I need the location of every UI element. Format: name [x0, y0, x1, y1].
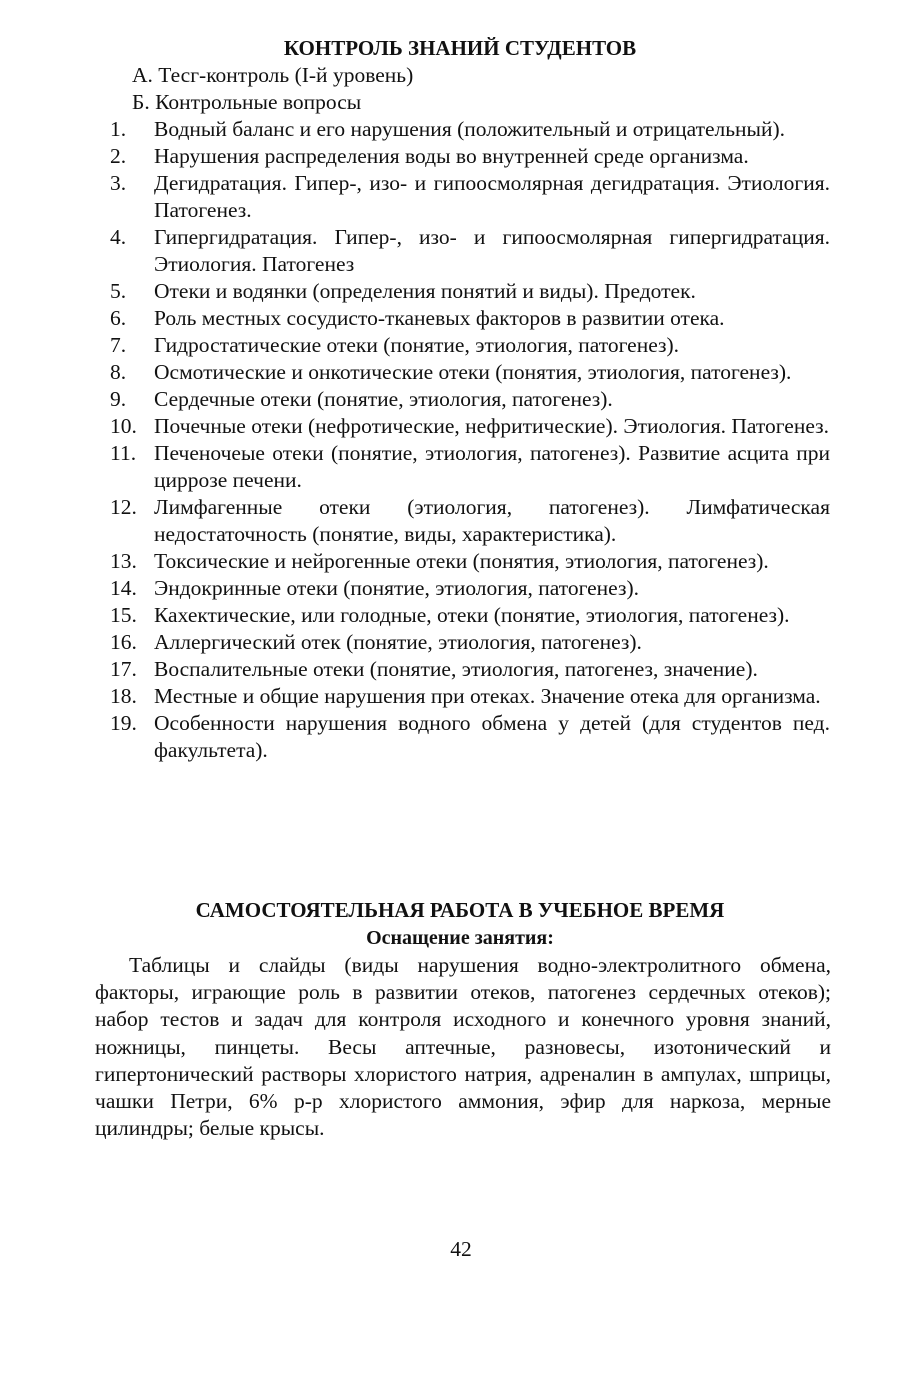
question-item: [108, 116, 830, 143]
question-number: 16.: [110, 630, 137, 654]
question-item: [108, 413, 830, 440]
question-text: Аллергический отек (понятие, этиология, патогенез).: [154, 630, 642, 654]
question-text: Особенности нарушения водного обмена у детей (для студентов пед. факультета).: [154, 711, 830, 762]
question-item: [108, 305, 830, 332]
question-text: Токсические и нейрогенные отеки (понятия, этиология, патогенез).: [154, 549, 769, 573]
question-number: 8.: [110, 360, 127, 384]
question-text: Местные и общие нарушения при отеках. Значение отека для организма.: [154, 684, 821, 708]
question-number: 10.: [110, 414, 137, 438]
question-item: [108, 386, 830, 413]
question-number: 3.: [110, 171, 127, 195]
question-list: [108, 116, 830, 764]
question-text: Роль местных сосудисто-тканевых факторов в развитии отека.: [154, 306, 725, 330]
question-number: 11.: [110, 441, 137, 465]
question-number: 9.: [110, 387, 127, 411]
question-item: [108, 683, 830, 710]
question-item: [108, 602, 830, 629]
question-item: [108, 224, 830, 278]
question-text: Отеки и водянки (определения понятий и виды). Предотек.: [154, 279, 696, 303]
question-item: [108, 656, 830, 683]
question-item: [108, 548, 830, 575]
question-number: 4.: [110, 225, 127, 249]
question-number: 13.: [110, 549, 137, 573]
intro-line-questions: Б. Контрольные вопросы: [132, 90, 362, 114]
question-text: Почечные отеки (нефротические, нефритические). Этиология. Патогенез.: [154, 414, 830, 438]
question-text: Дегидратация. Гипер-, изо- и гипоосмолярная дегидратация. Этиология. Патогенез.: [154, 171, 830, 222]
question-item: [108, 359, 830, 386]
question-number: 18.: [110, 684, 137, 708]
question-number: 6.: [110, 306, 127, 330]
question-number: 2.: [110, 144, 127, 168]
question-number: 14.: [110, 576, 137, 600]
question-number: 1.: [110, 117, 127, 141]
question-item: [108, 494, 830, 548]
question-number: 7.: [110, 333, 127, 357]
question-text: Печеночеые отеки (понятие, этиология, патогенез). Развитие асцита при циррозе печени.: [154, 441, 830, 492]
page-number: 42: [450, 1237, 472, 1261]
intro-line-test-control: А. Тесг-контроль (І-й уровень): [132, 63, 414, 87]
question-text: Водный баланс и его нарушения (положительный и отрицательный).: [154, 117, 786, 141]
question-text: Гидростатические отеки (понятие, этиология, патогенез).: [154, 333, 680, 357]
question-text: Сердечные отеки (понятие, этиология, патогенез).: [154, 387, 613, 411]
question-item: [108, 143, 830, 170]
question-number: 12.: [110, 495, 137, 519]
equipment-paragraph: Таблицы и слайды (виды нарушения водно-электролитного обмена, факторы, играющие роль в развитии отеков, патогенез сердечных отеков); набор тестов и задач для контроля исходного и конечного уровня знаний, ножницы, пинцеты. Весы аптечные, разновесы, изотонический и гипертонический растворы хлористого натрия, адреналин в ампулах, шприцы, чашки Петри, 6% р-р хлористого аммония, эфир для наркоза, мерные цилиндры; белые крысы.: [95, 953, 831, 1141]
question-number: 17.: [110, 657, 137, 681]
question-item: [108, 710, 830, 764]
question-number: 5.: [110, 279, 127, 303]
section-title: САМОСТОЯТЕЛЬНАЯ РАБОТА В УЧЕБНОЕ ВРЕМЯ: [195, 898, 725, 922]
question-number: 19.: [110, 711, 137, 735]
question-item: [108, 440, 830, 494]
page-title: КОНТРОЛЬ ЗНАНИЙ СТУДЕНТОВ: [283, 36, 637, 60]
question-item: [108, 629, 830, 656]
section-subtitle: Оснащение занятия:: [366, 927, 554, 949]
question-item: [108, 170, 830, 224]
question-text: Кахектические, или голодные, отеки (понятие, этиология, патогенез).: [154, 603, 790, 627]
question-item: [108, 575, 830, 602]
question-text: Воспалительные отеки (понятие, этиология, патогенез, значение).: [154, 657, 758, 681]
question-item: [108, 332, 830, 359]
question-text: Нарушения распределения воды во внутренней среде организма.: [154, 144, 749, 168]
question-text: Лимфагенные отеки (этиология, патогенез). Лимфатическая недостаточность (понятие, виды, характеристика).: [154, 495, 830, 546]
question-text: Осмотические и онкотические отеки (понятия, этиология, патогенез).: [154, 360, 792, 384]
question-item: [108, 278, 830, 305]
question-text: Эндокринные отеки (понятие, этиология, патогенез).: [154, 576, 640, 600]
question-number: 15.: [110, 603, 137, 627]
question-text: Гипергидратация. Гипер-, изо- и гипоосмолярная гипергидратация. Этиология. Патогенез: [154, 225, 830, 276]
